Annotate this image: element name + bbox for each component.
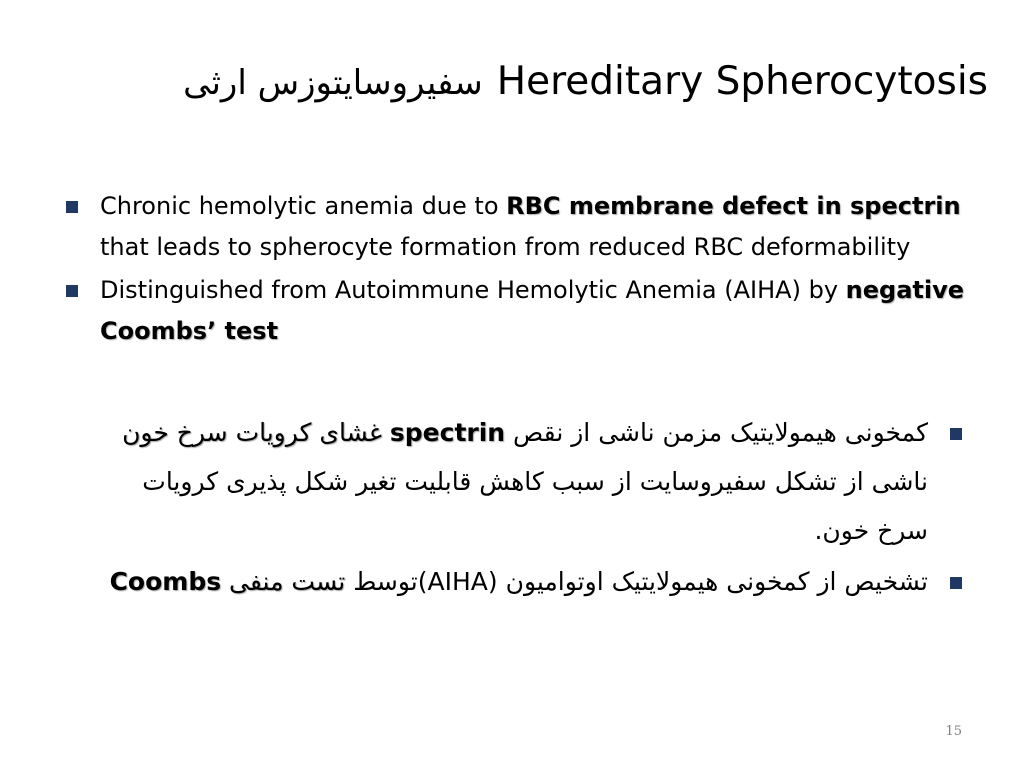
square-bullet-icon bbox=[66, 201, 78, 213]
title-english: Hereditary Spherocytosis bbox=[496, 59, 988, 104]
title-persian: سفیروسایتوزس ارثی bbox=[183, 63, 483, 103]
bullet-text: Distinguished from Autoimmune Hemolytic Anemia (AIHA) by bbox=[100, 276, 846, 304]
persian-bullet-2 bbox=[102, 557, 962, 606]
english-bullet-1 bbox=[60, 186, 970, 268]
square-bullet-icon bbox=[950, 577, 962, 589]
bullet-text: تشخیص از کمخونی هیمولایتیک اوتوامیون bbox=[497, 567, 928, 596]
square-bullet-icon bbox=[66, 285, 78, 297]
bullet-text: توسط bbox=[353, 567, 418, 596]
persian-bullet-1 bbox=[102, 408, 962, 555]
aiha-abbreviation: (AIHA) bbox=[417, 567, 498, 596]
english-bullet-list bbox=[60, 186, 970, 354]
highlight-text: negative Coombs’ test bbox=[100, 276, 965, 345]
page-number: 15 bbox=[945, 724, 962, 739]
slide-title bbox=[60, 52, 988, 113]
coombs-term: Coombs bbox=[109, 567, 222, 596]
bullet-text: ناشی از تشکل سفیروسایت از سبب کاهش قابلیت تغیر شکل پذیری کرویات سرخ خون. bbox=[142, 467, 928, 545]
square-bullet-icon bbox=[950, 428, 962, 440]
bullet-text: Chronic hemolytic anemia due to bbox=[100, 192, 507, 220]
persian-bullet-list bbox=[102, 408, 962, 608]
highlight-text: غشای کرویات سرخ خون bbox=[122, 418, 390, 447]
highlight-text: تست منفی bbox=[221, 567, 354, 596]
english-bullet-2 bbox=[60, 270, 970, 352]
highlight-text: RBC membrane defect in spectrin bbox=[506, 192, 961, 220]
bullet-text: کمخونی هیمولایتیک مزمن ناشی از نقص bbox=[505, 418, 928, 447]
bullet-text: that leads to spherocyte formation from reduced RBC deformability bbox=[100, 233, 911, 261]
spectrin-term: spectrin bbox=[389, 418, 506, 447]
